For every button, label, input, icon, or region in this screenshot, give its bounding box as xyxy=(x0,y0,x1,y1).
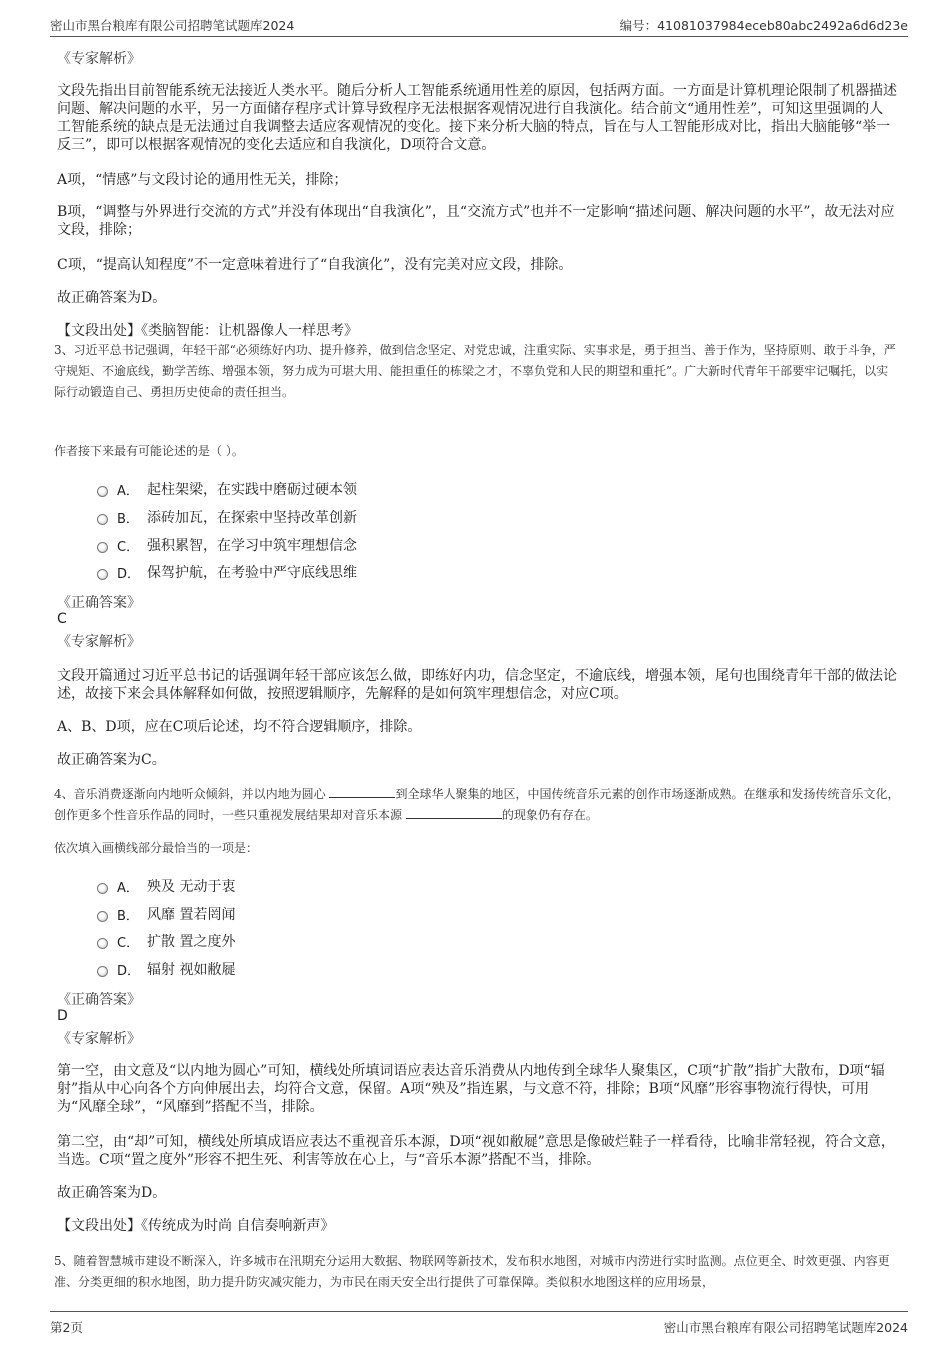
q4-source-citation: 【文段出处】《传统成为时尚 自信奏响新声》 xyxy=(57,1218,335,1234)
header-title: 密山市黑台粮库有限公司招聘笔试题库2024 xyxy=(50,18,295,33)
option-b-note: B项，“调整与外界进行交流的方式”并没有体现出“自我演化”，且“交流方式”也并不一定影响“描述问题、解决问题的水平”，故无法对应文段，排除； xyxy=(57,204,895,238)
option-a-note: A项，“情感”与文段讨论的通用性无关，排除； xyxy=(57,172,348,188)
footer-page-number: 第2页 xyxy=(50,1320,83,1335)
radio-icon[interactable] xyxy=(97,911,108,922)
radio-icon[interactable] xyxy=(97,542,108,553)
q3-option-a[interactable]: A． 起柱架梁，在实践中磨砺过硬本领 xyxy=(97,479,357,499)
question-5-text: 5、随着智慧城市建设不断深入，许多城市在汛期充分运用大数据、物联网等新技术，发布积水地图，对城市内涝进行实时监测。点位更全、时效更强、内容更准、分类更细的积水地图，助力提升防灾减灾能力，为市民在雨天安全出行提供了可靠保障。类似积水地图这样的应用场景， xyxy=(54,1254,890,1289)
q3-conclusion: 故正确答案为C。 xyxy=(57,752,166,768)
radio-icon[interactable] xyxy=(97,569,108,580)
q4-analysis-2: 第二空，由“却”可知，横线处所填成语应表达不重视音乐本源，D项“视如敝屣”意思是像破烂鞋子一样看待，比喻非常轻视，符合文意，当选。C项“置之度外”形容不把生死、利害等放在心上，与“音乐本源”搭配不当，排除。 xyxy=(57,1134,895,1168)
header-code: 编号：41081037984eceb80abc2492a6d6d23e xyxy=(619,18,908,33)
q3-option-d[interactable]: D． 保驾护航，在考验中严守底线思维 xyxy=(97,562,357,582)
q4-answer: D xyxy=(57,1008,68,1024)
q3-option-b[interactable]: B． 添砖加瓦，在探索中坚持改革创新 xyxy=(97,507,357,527)
source-citation: 【文段出处】《类脑智能：让机器像人一样思考》 xyxy=(57,323,358,339)
question-3-text: 3、习近平总书记强调，年轻干部“必须练好内功、提升修养，做到信念坚定、对党忠诚，注重实际、实事求是，勇于担当、善于作为，坚持原则、敢于斗争，严守规矩、不逾底线，勤学苦练、增强本领，努力成为可堪大用、能担重任的栋梁之才，不辜负党和人民的期望和重托”。广大新时代青年干部要牢记嘱托，以实际行动锻造自己、勇担历史使命的责任担当。 xyxy=(54,343,896,399)
q3-answer-label: 《正确答案》 xyxy=(57,595,141,611)
conclusion: 故正确答案为D。 xyxy=(57,290,167,306)
q3-answer: C xyxy=(57,611,67,627)
footer-title: 密山市黑台粮库有限公司招聘笔试题库2024 xyxy=(663,1320,908,1335)
q3-option-c[interactable]: C． 强积累智，在学习中筑牢理想信念 xyxy=(97,535,357,555)
q4-expert-label: 《专家解析》 xyxy=(57,1031,141,1047)
page-header xyxy=(50,14,908,37)
q4-option-a[interactable]: A． 殃及 无动于衷 xyxy=(97,876,235,896)
q4-conclusion: 故正确答案为D。 xyxy=(57,1185,167,1201)
q3-analysis: 文段开篇通过习近平总书记的话强调年轻干部应该怎么做，即练好内功，信念坚定，不逾底线，增强本领，尾句也围绕青年干部的做法论述，故接下来会具体解释如何做，按照逻辑顺序，先解释的是如何筑牢理想信念，对应C项。 xyxy=(57,668,897,702)
q4-analysis-1: 第一空，由文意及“以内地为圆心”可知，横线处所填词语应表达音乐消费从内地传到全球华人聚集区，C项“扩散”指扩大散布，D项“辐射”指从中心向各个方向伸展出去，均符合文意，保留。A项“殃及”指连累，与文意不符，排除；B项“风靡”形容事物流行得快，可用为“风靡全球”，“风靡到”搭配不当，排除。 xyxy=(57,1063,885,1115)
radio-icon[interactable] xyxy=(97,514,108,525)
fill-blank-1[interactable] xyxy=(329,785,395,798)
radio-icon[interactable] xyxy=(97,938,108,949)
page-footer xyxy=(50,1311,908,1336)
q4-answer-label: 《正确答案》 xyxy=(57,992,141,1008)
q3-note: A、B、D项，应在C项后论述，均不符合逻辑顺序，排除。 xyxy=(57,719,422,735)
q4-option-d[interactable]: D． 辐射 视如敝屣 xyxy=(97,959,235,979)
radio-icon[interactable] xyxy=(97,966,108,977)
q3-expert-label: 《专家解析》 xyxy=(57,634,141,650)
fill-blank-2[interactable] xyxy=(406,806,502,819)
option-c-note: C项，“提高认知程度”不一定意味着进行了“自我演化”，没有完美对应文段，排除。 xyxy=(57,257,573,273)
analysis-paragraph: 文段先指出目前智能系统无法接近人类水平。随后分析人工智能系统通用性差的原因，包括两方面。一方面是计算机理论限制了机器描述问题、解决问题的水平，另一方面储存程序式计算导致程序无法根据客观情况进行自我演化。结合前文“通用性差”，可知这里强调的人工智能系统的缺点是无法通过自我调整去适应客观情况的变化。接下来分析大脑的特点，旨在与人工智能形成对比，指出大脑能够“举一反三”，即可以根据客观情况的变化去适应和自我演化，D项符合文意。 xyxy=(57,83,897,153)
radio-icon[interactable] xyxy=(97,486,108,497)
question-3-prompt: 作者接下来最有可能论述的是（ ）。 xyxy=(54,444,244,458)
q4-option-b[interactable]: B． 风靡 置若罔闻 xyxy=(97,904,235,924)
expert-analysis-label: 《专家解析》 xyxy=(57,51,141,67)
q4-option-c[interactable]: C． 扩散 置之度外 xyxy=(97,931,235,951)
radio-icon[interactable] xyxy=(97,883,108,894)
question-4-prompt: 依次填入画横线部分最恰当的一项是： xyxy=(54,841,259,855)
question-4-text: 4、音乐消费逐渐向内地听众倾斜，并以内地为圆心 到全球华人聚集的地区，中国传统音乐元素的创作市场逐渐成熟。在继承和发扬传统音乐文化，创作更多个性音乐作品的同时，一些只重视发展结果却对音乐本源 的现象仍有存在。 xyxy=(54,787,900,822)
